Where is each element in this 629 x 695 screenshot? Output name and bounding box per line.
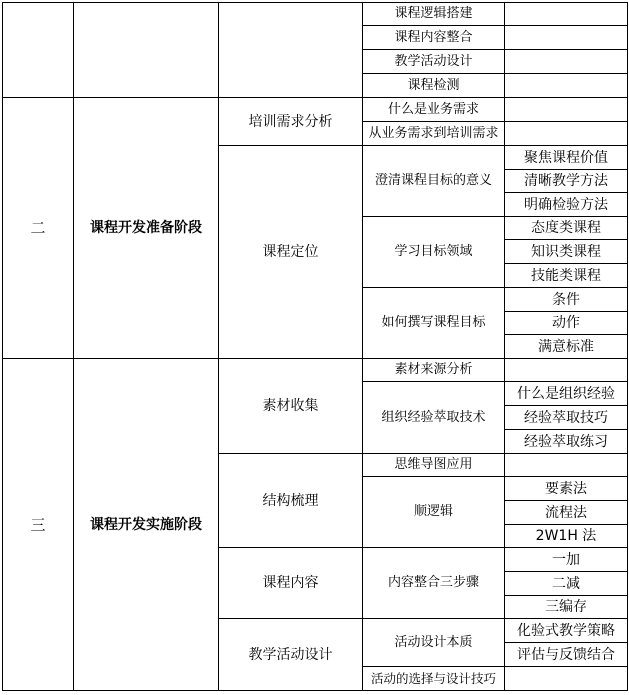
- subtopic-cell: 知识类课程: [505, 240, 628, 264]
- topic-cell: 内容整合三步骤: [363, 548, 505, 619]
- subtopic-cell: [505, 98, 628, 122]
- stage-number-cell: [3, 3, 74, 98]
- subtopic-cell: [505, 74, 628, 98]
- topic-cell: 从业务需求到培训需求: [363, 122, 505, 146]
- subtopic-cell: [505, 50, 628, 74]
- subtopic-cell: 满意标准: [505, 335, 628, 359]
- topic-cell: 教学活动设计: [363, 50, 505, 74]
- subtopic-cell: [505, 359, 628, 382]
- stage-name-cell: 课程开发实施阶段: [74, 359, 219, 691]
- subtopic-cell: 什么是组织经验: [505, 382, 628, 406]
- topic-cell: 思维导图应用: [363, 454, 505, 477]
- subtopic-cell: 动作: [505, 312, 628, 335]
- subtopic-cell: 条件: [505, 288, 628, 312]
- subtopic-cell: 流程法: [505, 501, 628, 525]
- subtopic-cell: 经验萃取练习: [505, 430, 628, 454]
- subtopic-cell: [505, 3, 628, 26]
- topic-cell: 活动的选择与设计技巧: [363, 667, 505, 691]
- topic-cell: 如何撰写课程目标: [363, 288, 505, 359]
- topic-cell: 什么是业务需求: [363, 98, 505, 122]
- subtopic-cell: [505, 667, 628, 691]
- subtopic-cell: 经验萃取技巧: [505, 406, 628, 430]
- topic-cell: 课程检测: [363, 74, 505, 98]
- table-row: [3, 3, 628, 26]
- stage-name-cell: 课程开发准备阶段: [74, 98, 219, 359]
- topic-cell: 顺逻辑: [363, 477, 505, 548]
- curriculum-table-container: [2, 2, 628, 691]
- table-row: [3, 359, 628, 382]
- module-cell: 素材收集: [219, 359, 363, 454]
- curriculum-table: [2, 2, 628, 691]
- module-cell: 教学活动设计: [219, 619, 363, 691]
- subtopic-cell: 二减: [505, 572, 628, 596]
- subtopic-cell: 明确检验方法: [505, 193, 628, 217]
- stage-name-cell: [74, 3, 219, 98]
- module-cell: 培训需求分析: [219, 98, 363, 146]
- topic-cell: 学习目标领域: [363, 217, 505, 288]
- subtopic-cell: [505, 122, 628, 146]
- subtopic-cell: 评估与反馈结合: [505, 643, 628, 667]
- module-cell: 课程内容: [219, 548, 363, 619]
- topic-cell: 素材来源分析: [363, 359, 505, 382]
- subtopic-cell: 清晰教学方法: [505, 170, 628, 193]
- subtopic-cell: 聚焦课程价值: [505, 146, 628, 170]
- subtopic-cell: [505, 26, 628, 50]
- module-cell: 结构梳理: [219, 454, 363, 548]
- subtopic-cell: 2W1H 法: [505, 525, 628, 548]
- subtopic-cell: 要素法: [505, 477, 628, 501]
- subtopic-cell: 态度类课程: [505, 217, 628, 240]
- subtopic-cell: 技能类课程: [505, 264, 628, 288]
- topic-cell: 课程内容整合: [363, 26, 505, 50]
- topic-cell: 课程逻辑搭建: [363, 3, 505, 26]
- stage-number-cell: 三: [3, 359, 74, 691]
- topic-cell: 组织经验萃取技术: [363, 382, 505, 454]
- stage-number-cell: 二: [3, 98, 74, 359]
- subtopic-cell: 化验式教学策略: [505, 619, 628, 643]
- topic-cell: 澄清课程目标的意义: [363, 146, 505, 217]
- module-cell: 课程定位: [219, 146, 363, 359]
- topic-cell: 活动设计本质: [363, 619, 505, 667]
- module-cell: [219, 3, 363, 98]
- table-row: [3, 98, 628, 122]
- subtopic-cell: 一加: [505, 548, 628, 572]
- subtopic-cell: 三编存: [505, 596, 628, 619]
- subtopic-cell: [505, 454, 628, 477]
